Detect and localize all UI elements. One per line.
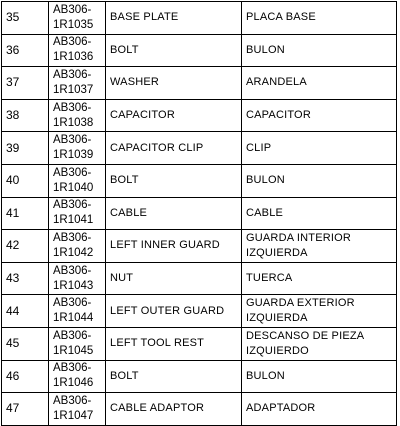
part-code-cell (49, 34, 106, 67)
part-code-line: AB306- (53, 297, 92, 310)
item-number-cell: 42 (2, 230, 49, 263)
english-description-cell: NUT (106, 262, 242, 295)
english-description-cell: LEFT OUTER GUARD (106, 295, 242, 328)
table-row (2, 262, 397, 295)
item-number-cell: 36 (2, 34, 49, 67)
parts-table (1, 1, 397, 426)
part-code-line: 1R1040 (53, 181, 94, 194)
spanish-description-cell (242, 230, 397, 263)
spanish-description-cell (242, 360, 397, 393)
item-number-cell: 45 (2, 327, 49, 360)
english-description-cell: CABLE ADAPTOR (106, 393, 242, 426)
part-code-line: AB306- (53, 36, 92, 49)
part-code-line: 1R1039 (53, 149, 94, 162)
part-code-line: AB306- (53, 3, 92, 16)
spanish-description-line: TUERCA (246, 272, 293, 285)
part-code-line: AB306- (53, 68, 92, 81)
spanish-description-line: PLACA BASE (246, 11, 316, 24)
part-code-line: AB306- (53, 329, 92, 342)
spanish-description-cell (242, 327, 397, 360)
spanish-description-cell (242, 67, 397, 100)
spanish-description-cell (242, 99, 397, 132)
english-description-cell: BOLT (106, 34, 242, 67)
part-code-line: AB306- (53, 199, 92, 212)
part-code-line: 1R1042 (53, 246, 94, 259)
spanish-description-line: GUARDA INTERIOR (246, 231, 352, 244)
part-code-line: AB306- (53, 101, 92, 114)
spanish-description-line: IZQUIERDA (246, 312, 308, 325)
part-code-cell (49, 164, 106, 197)
table-row (2, 230, 397, 263)
parts-table-body (2, 2, 397, 426)
spanish-description-cell (242, 132, 397, 165)
item-number-cell: 40 (2, 164, 49, 197)
table-row (2, 2, 397, 35)
part-code-line: 1R1037 (53, 83, 94, 96)
english-description-cell: CAPACITOR CLIP (106, 132, 242, 165)
part-code-cell (49, 197, 106, 230)
spanish-description-line: GUARDA EXTERIOR (246, 297, 355, 310)
table-row (2, 197, 397, 230)
english-description-cell: WASHER (106, 67, 242, 100)
table-row (2, 327, 397, 360)
table-row (2, 360, 397, 393)
english-description-cell: BASE PLATE (106, 2, 242, 35)
part-code-cell (49, 99, 106, 132)
table-row (2, 132, 397, 165)
spanish-description-line: BULON (246, 43, 285, 56)
table-row (2, 34, 397, 67)
spanish-description-line: CLIP (246, 141, 272, 154)
item-number-cell: 47 (2, 393, 49, 426)
spanish-description-cell (242, 164, 397, 197)
english-description-cell: BOLT (106, 360, 242, 393)
english-description-cell: CAPACITOR (106, 99, 242, 132)
part-code-line: AB306- (53, 166, 92, 179)
part-code-line: AB306- (53, 231, 92, 244)
item-number-cell: 39 (2, 132, 49, 165)
item-number-cell: 44 (2, 295, 49, 328)
part-code-line: 1R1035 (53, 18, 94, 31)
english-description-cell: LEFT TOOL REST (106, 327, 242, 360)
table-row (2, 99, 397, 132)
spanish-description-line: ADAPTADOR (246, 402, 316, 415)
part-code-line: 1R1038 (53, 116, 94, 129)
spanish-description-line: BULON (246, 369, 285, 382)
part-code-line: AB306- (53, 362, 92, 375)
part-code-line: AB306- (53, 264, 92, 277)
spanish-description-cell (242, 34, 397, 67)
spanish-description-cell (242, 295, 397, 328)
spanish-description-line: CAPACITOR (246, 109, 311, 122)
part-code-line: 1R1046 (53, 377, 94, 390)
spanish-description-cell (242, 197, 397, 230)
part-code-line: AB306- (53, 134, 92, 147)
spanish-description-line: IZQUIERDA (246, 246, 308, 259)
item-number-cell: 46 (2, 360, 49, 393)
spanish-description-line: BULON (246, 174, 285, 187)
item-number-cell: 41 (2, 197, 49, 230)
table-row (2, 164, 397, 197)
part-code-line: AB306- (53, 394, 92, 407)
item-number-cell: 35 (2, 2, 49, 35)
part-code-line: 1R1041 (53, 214, 94, 227)
spanish-description-line: IZQUIERDO (246, 344, 309, 357)
part-code-cell (49, 393, 106, 426)
item-number-cell: 37 (2, 67, 49, 100)
part-code-cell (49, 2, 106, 35)
english-description-cell: CABLE (106, 197, 242, 230)
part-code-cell (49, 295, 106, 328)
spanish-description-line: DESCANSO DE PIEZA (246, 329, 365, 342)
english-description-cell: LEFT INNER GUARD (106, 230, 242, 263)
spanish-description-cell (242, 262, 397, 295)
part-code-cell (49, 67, 106, 100)
part-code-cell (49, 132, 106, 165)
part-code-line: 1R1047 (53, 409, 94, 422)
spanish-description-cell (242, 393, 397, 426)
part-code-line: 1R1036 (53, 51, 94, 64)
part-code-line: 1R1044 (53, 312, 94, 325)
part-code-line: 1R1045 (53, 344, 94, 357)
table-row (2, 295, 397, 328)
spanish-description-cell (242, 2, 397, 35)
table-row (2, 393, 397, 426)
part-code-cell (49, 360, 106, 393)
item-number-cell: 38 (2, 99, 49, 132)
part-code-cell (49, 327, 106, 360)
part-code-cell (49, 262, 106, 295)
part-code-line: 1R1043 (53, 279, 94, 292)
spanish-description-line: CABLE (246, 206, 284, 219)
table-row (2, 67, 397, 100)
item-number-cell: 43 (2, 262, 49, 295)
spanish-description-line: ARANDELA (246, 76, 307, 89)
english-description-cell: BOLT (106, 164, 242, 197)
part-code-cell (49, 230, 106, 263)
